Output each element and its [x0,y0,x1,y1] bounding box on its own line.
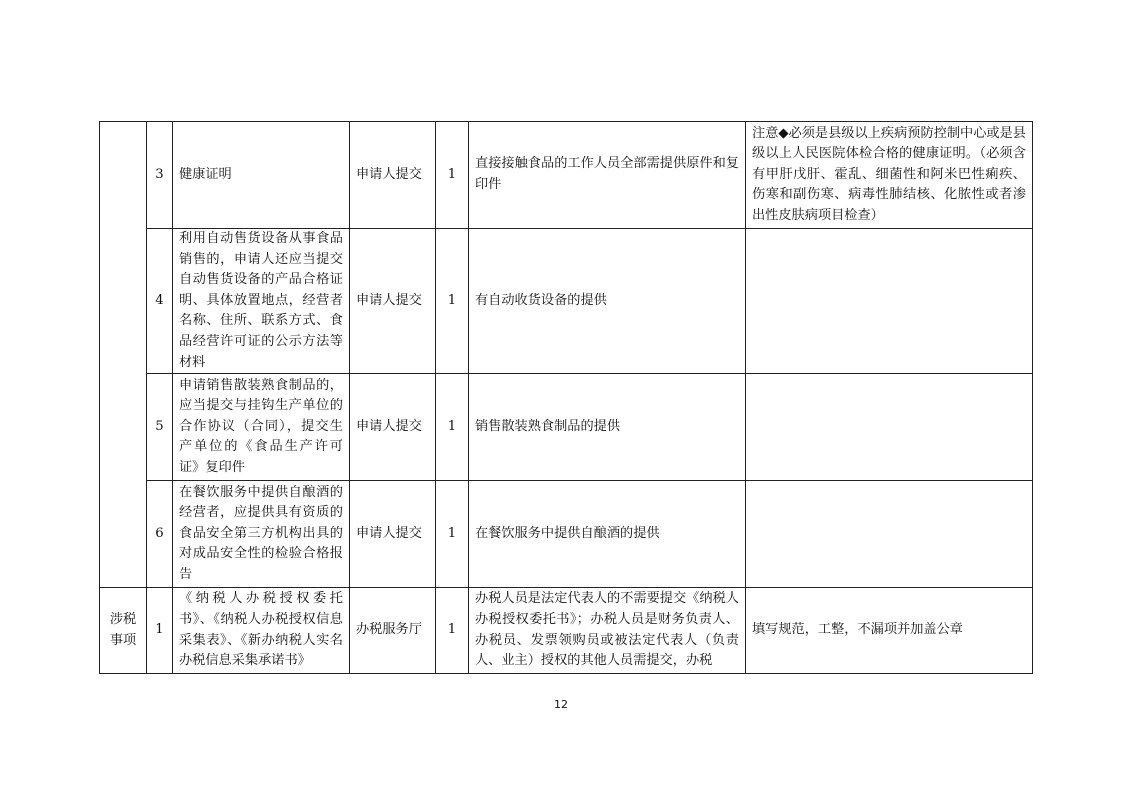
table-row [100,229,1033,374]
material-name: 《纳税人办税授权委托书》、《纳税人办税授权信息采集表》、《新办纳税人实名办税信息采集承诺书》 [173,588,350,674]
material-source: 申请人提交 [350,481,436,588]
copy-count: 1 [436,588,469,674]
copy-count: 1 [436,122,469,229]
page-number: 12 [554,698,568,711]
row-number: 6 [147,481,173,588]
copy-count: 1 [436,229,469,374]
material-requirement: 办税人员是法定代表人的不需要提交《纳税人办税授权委托书》；办税人员是财务负责人、办税员、发票领购员或被法定代表人（负责人、业主）授权的其他人员需提交，办税 [469,588,746,674]
row-number: 4 [147,229,173,374]
material-requirement: 销售散装熟食制品的提供 [469,374,746,481]
category-cell [100,122,147,588]
material-source: 申请人提交 [350,122,436,229]
copy-count: 1 [436,374,469,481]
material-note: 注意◆必须是县级以上疾病预防控制中心或是县级以上人民医院体检合格的健康证明。（必须含有甲肝戊肝、霍乱、细菌性和阿米巴性痢疾、伤寒和副伤寒、病毒性肺结核、化脓性或者渗出性皮肤病项目检查） [746,122,1033,229]
material-name: 利用自动售货设备从事食品销售的，申请人还应当提交自动售货设备的产品合格证明、具体放置地点，经营者名称、住所、联系方式、食品经营许可证的公示方法等材料 [173,229,350,374]
material-requirement: 在餐饮服务中提供自酿酒的提供 [469,481,746,588]
table-row [100,374,1033,481]
material-note [746,481,1033,588]
copy-count: 1 [436,481,469,588]
table-row [100,122,1033,229]
material-source: 办税服务厅 [350,588,436,674]
material-name: 健康证明 [173,122,350,229]
material-requirement: 有自动收货设备的提供 [469,229,746,374]
material-note: 填写规范，工整，不漏项并加盖公章 [746,588,1033,674]
material-requirement: 直接接触食品的工作人员全部需提供原件和复印件 [469,122,746,229]
material-note [746,374,1033,481]
materials-table [99,121,1033,674]
row-number: 5 [147,374,173,481]
material-note [746,229,1033,374]
material-source: 申请人提交 [350,229,436,374]
material-name: 在餐饮服务中提供自酿酒的经营者，应提供具有资质的食品安全第三方机构出具的对成品安全性的检验合格报告 [173,481,350,588]
material-name: 申请销售散装熟食制品的，应当提交与挂钩生产单位的合作协议（合同），提交生产单位的《食品生产许可证》复印件 [173,374,350,481]
row-number: 1 [147,588,173,674]
row-number: 3 [147,122,173,229]
material-source: 申请人提交 [350,374,436,481]
table-row [100,481,1033,588]
category-cell: 涉税事项 [100,588,147,674]
table-row [100,588,1033,674]
